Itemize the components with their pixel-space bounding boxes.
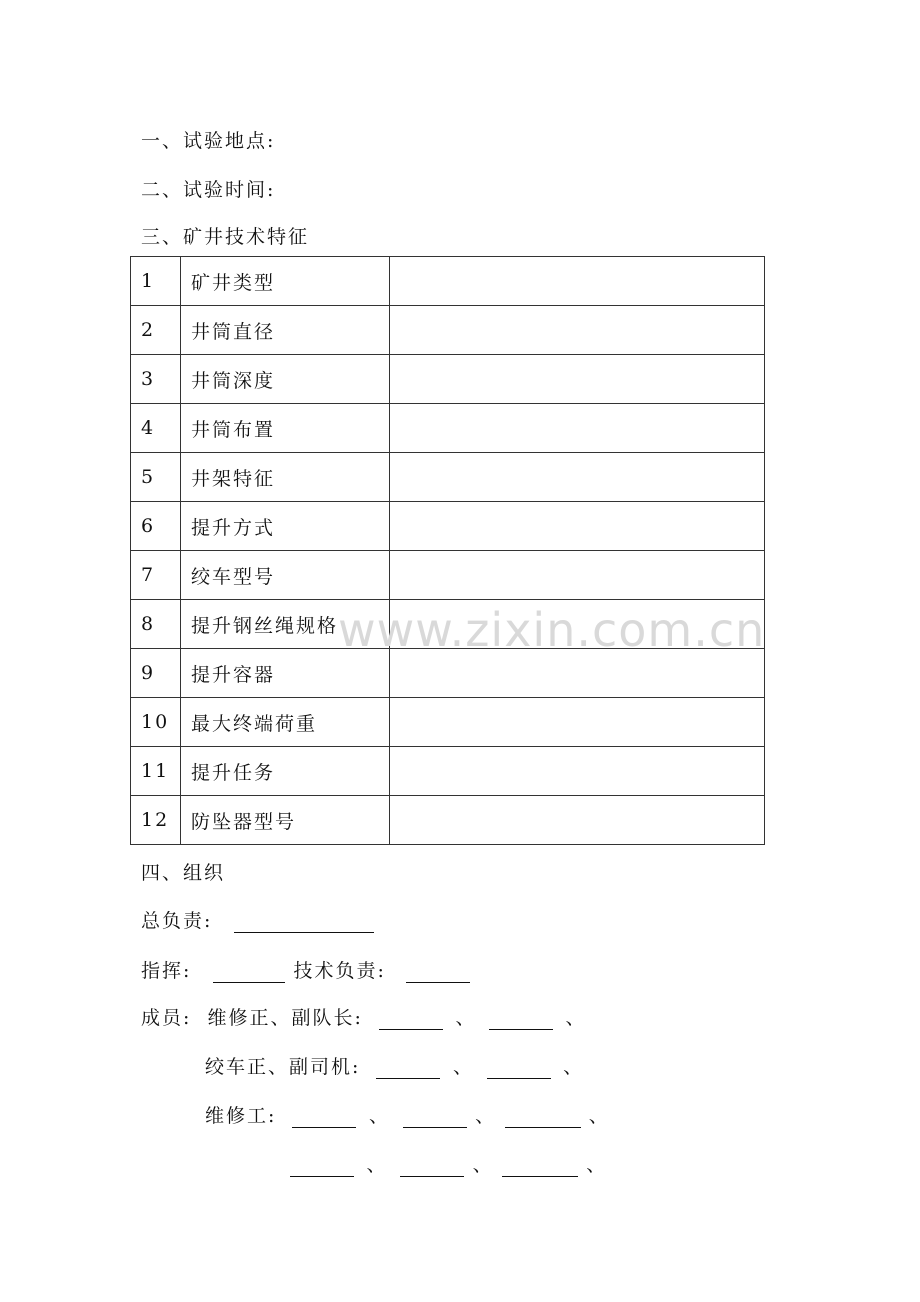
separator: 、 xyxy=(563,1056,585,1078)
repair-chief-label: 维修正、副队长: xyxy=(207,1007,363,1029)
row-item-label: 井架特征 xyxy=(181,453,390,502)
separator: 、 xyxy=(565,1007,587,1029)
separator: 、 xyxy=(455,1007,477,1029)
watermark: www.zixin.com.cn xyxy=(338,603,766,657)
row-item-label: 矿井类型 xyxy=(181,257,390,306)
repairman-blank-2[interactable] xyxy=(403,1107,467,1128)
table-row xyxy=(131,747,765,796)
separator: 、 xyxy=(368,1105,390,1127)
row-number: 4 xyxy=(131,404,181,453)
row-item-label: 绞车型号 xyxy=(181,551,390,600)
row-number: 3 xyxy=(131,355,181,404)
row-number: 10 xyxy=(131,698,181,747)
commander-line xyxy=(141,956,470,983)
repairman-line-2 xyxy=(290,1150,607,1177)
row-value-cell[interactable] xyxy=(390,355,765,404)
table-row xyxy=(131,453,765,502)
commander-label: 指挥: xyxy=(141,960,192,982)
row-item-label: 井筒布置 xyxy=(181,404,390,453)
separator: 、 xyxy=(452,1056,474,1078)
separator: 、 xyxy=(588,1105,610,1127)
repairman-blank-1[interactable] xyxy=(292,1107,356,1128)
repairman-blank-6[interactable] xyxy=(502,1156,578,1177)
row-number: 8 xyxy=(131,600,181,649)
heading-organization: 四、组织 xyxy=(141,862,226,884)
row-number: 12 xyxy=(131,796,181,845)
table-body xyxy=(131,257,765,845)
row-value-cell[interactable] xyxy=(390,404,765,453)
row-item-label: 提升方式 xyxy=(181,502,390,551)
repairman-line xyxy=(205,1101,610,1128)
table-row xyxy=(131,355,765,404)
separator: 、 xyxy=(472,1154,494,1176)
tech-blank[interactable] xyxy=(406,962,470,983)
winch-driver-blank-2[interactable] xyxy=(487,1058,551,1079)
winch-driver-blank-1[interactable] xyxy=(376,1058,440,1079)
winch-driver-label: 绞车正、副司机: xyxy=(205,1056,361,1078)
heading-test-time: 二、试验时间: xyxy=(141,179,276,201)
winch-driver-line xyxy=(205,1052,589,1079)
leader-label: 总负责: xyxy=(141,910,213,932)
table-row xyxy=(131,404,765,453)
separator: 、 xyxy=(475,1105,497,1127)
row-value-cell[interactable] xyxy=(390,747,765,796)
row-item-label: 井筒深度 xyxy=(181,355,390,404)
repair-chief-blank-2[interactable] xyxy=(489,1009,553,1030)
separator: 、 xyxy=(366,1154,388,1176)
repairman-blank-3[interactable] xyxy=(505,1107,581,1128)
row-value-cell[interactable] xyxy=(390,551,765,600)
row-value-cell[interactable] xyxy=(390,257,765,306)
row-number: 11 xyxy=(131,747,181,796)
row-number: 9 xyxy=(131,649,181,698)
heading-test-location: 一、试验地点: xyxy=(141,130,276,152)
row-item-label: 提升钢丝绳规格 xyxy=(181,600,390,649)
row-item-label: 最大终端荷重 xyxy=(181,698,390,747)
leader-line xyxy=(141,906,374,933)
row-value-cell[interactable] xyxy=(390,698,765,747)
table-row xyxy=(131,306,765,355)
row-item-label: 提升容器 xyxy=(181,649,390,698)
leader-blank[interactable] xyxy=(234,912,374,933)
table-row xyxy=(131,257,765,306)
separator: 、 xyxy=(586,1154,608,1176)
members-label: 成员: xyxy=(141,1007,192,1029)
repairman-blank-5[interactable] xyxy=(400,1156,464,1177)
row-number: 5 xyxy=(131,453,181,502)
repair-chief-blank-1[interactable] xyxy=(379,1009,443,1030)
row-number: 6 xyxy=(131,502,181,551)
row-number: 2 xyxy=(131,306,181,355)
row-item-label: 防坠器型号 xyxy=(181,796,390,845)
table-row xyxy=(131,698,765,747)
commander-blank[interactable] xyxy=(213,962,285,983)
table-row xyxy=(131,502,765,551)
repairman-blank-4[interactable] xyxy=(290,1156,354,1177)
table-row xyxy=(131,551,765,600)
row-value-cell[interactable] xyxy=(390,502,765,551)
row-item-label: 提升任务 xyxy=(181,747,390,796)
row-number: 1 xyxy=(131,257,181,306)
row-number: 7 xyxy=(131,551,181,600)
heading-mine-characteristics: 三、矿井技术特征 xyxy=(141,226,310,248)
members-line xyxy=(141,1003,591,1030)
row-value-cell[interactable] xyxy=(390,306,765,355)
tech-label: 技术负责: xyxy=(293,960,386,982)
mine-characteristics-table xyxy=(130,256,765,845)
row-item-label: 井筒直径 xyxy=(181,306,390,355)
repairman-label: 维修工: xyxy=(205,1105,277,1127)
row-value-cell[interactable] xyxy=(390,453,765,502)
row-value-cell[interactable] xyxy=(390,796,765,845)
table-row xyxy=(131,796,765,845)
